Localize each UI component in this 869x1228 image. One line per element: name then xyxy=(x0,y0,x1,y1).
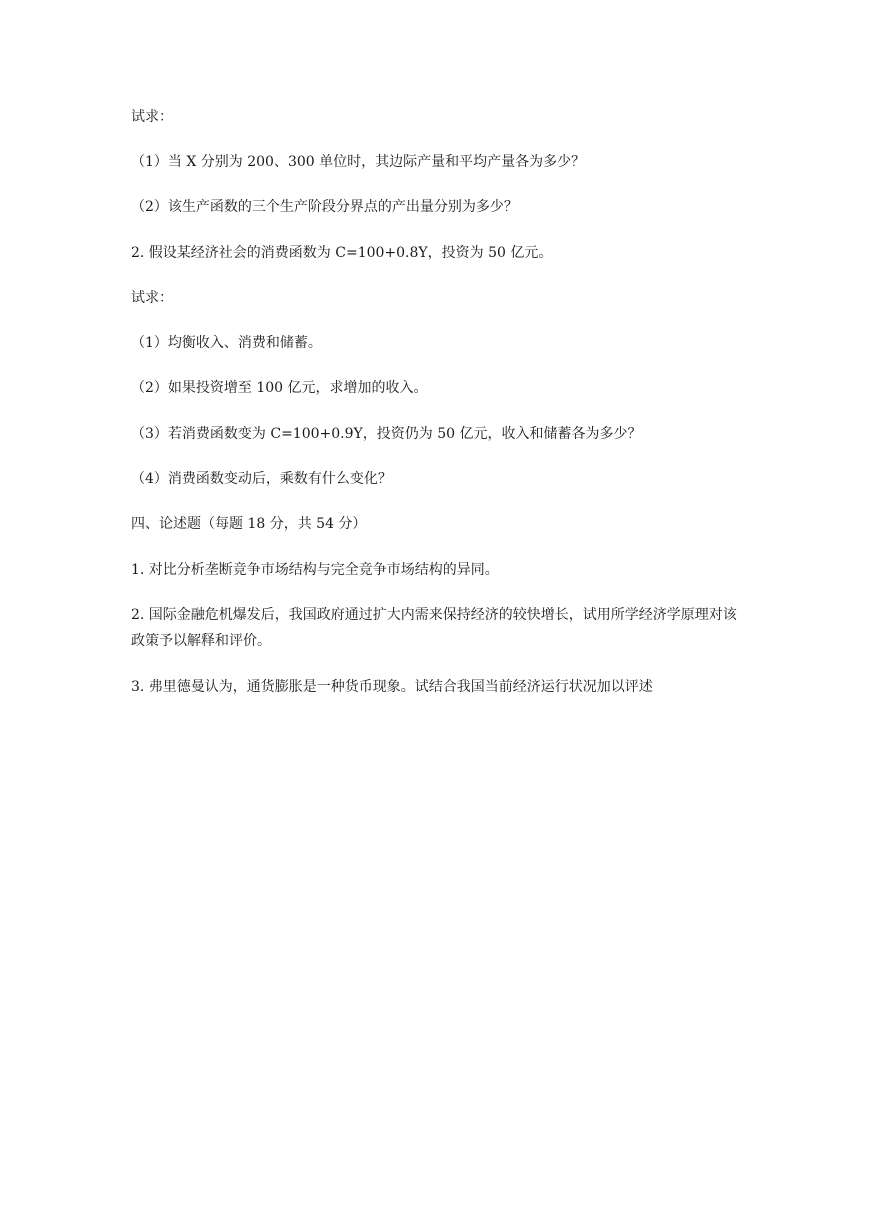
prompt-label: 试求： xyxy=(131,109,173,125)
sub-question-1-2: （2）该生产函数的三个生产阶段分界点的产出量分别为多少？ xyxy=(131,199,518,215)
essay-question-2: 2. 国际金融危机爆发后，我国政府通过扩大内需来保持经济的较快增长，试用所学经济学原理对该政策予以解释和评价。 xyxy=(131,607,737,649)
essay-question-1: 1. 对比分析垄断竞争市场结构与完全竞争市场结构的异同。 xyxy=(131,562,499,578)
question-2: 2. 假设某经济社会的消费函数为 C=100+0.8Y，投资为 50 亿元。 xyxy=(131,245,553,261)
sub-question-2-1: （1）均衡收入、消费和储蓄。 xyxy=(131,335,322,351)
sub-question-2-4: （4）消费函数变动后，乘数有什么变化？ xyxy=(131,471,392,487)
sub-question-2-3: （3）若消费函数变为 C=100+0.9Y，投资仍为 50 亿元，收入和储蓄各为多少？ xyxy=(131,426,642,442)
sub-question-1-1: （1）当 X 分别为 200、300 单位时，其边际产量和平均产量各为多少？ xyxy=(131,154,586,170)
prompt-label-2: 试求： xyxy=(131,290,173,306)
sub-question-2-2: （2）如果投资增至 100 亿元，求增加的收入。 xyxy=(131,380,428,396)
essay-question-3: 3. 弗里德曼认为，通货膨胀是一种货币现象。试结合我国当前经济运行状况加以评述 xyxy=(131,679,653,695)
section-heading-essay: 四、论述题（每题 18 分，共 54 分） xyxy=(131,516,367,532)
